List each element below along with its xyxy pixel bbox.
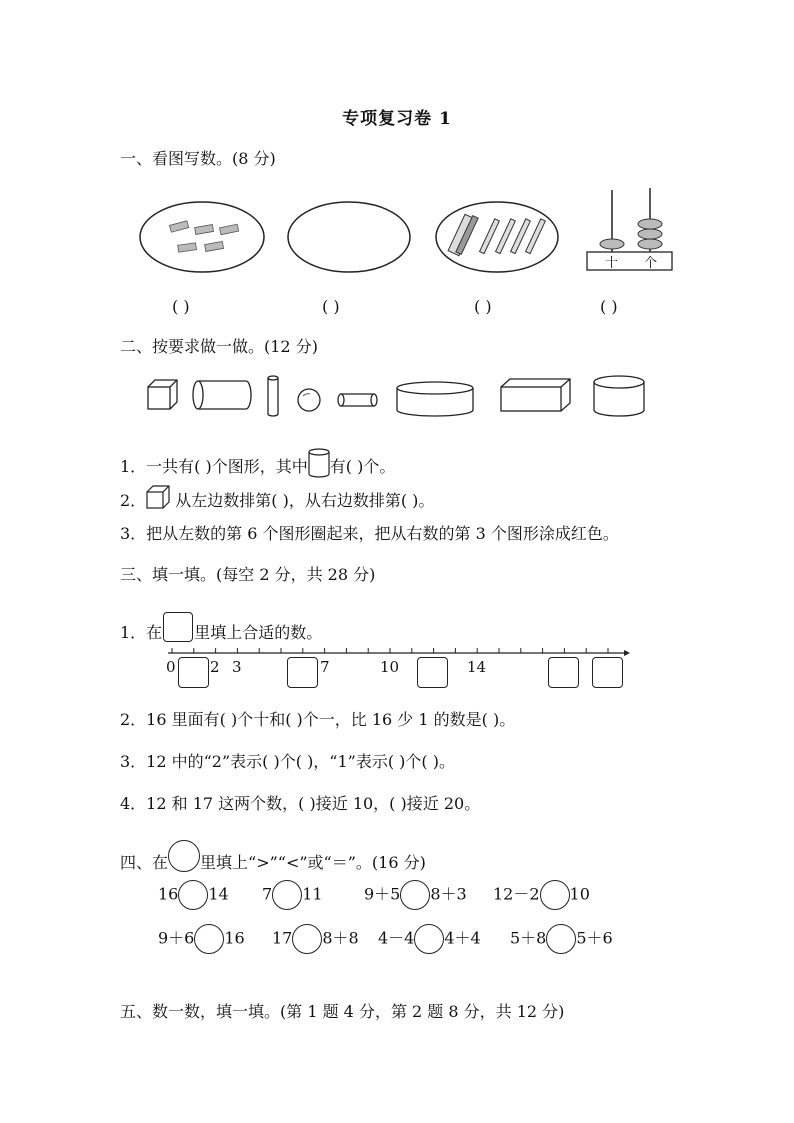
section-2-heading: 二、按要求做一做。(12 分) [120,337,318,356]
compare-item: 12－2 10 [493,880,590,910]
compare-item: 9＋5 8＋3 [364,880,467,910]
shapes-row [0,370,794,420]
cuboid-shape [501,379,570,411]
cube-inline-icon [146,485,170,511]
section-5-heading: 五、数一数，填一填。(第 1 题 4 分，第 2 题 8 分，共 12 分) [120,1002,565,1021]
numberline-label-14: 14 [467,658,487,676]
section-3-question-1: 1．在 里填上合适的数。 [120,612,322,643]
cylinder-flat-wide-shape [397,382,473,416]
section-1-heading: 一、看图写数。(8 分) [120,149,276,168]
number-line [0,640,794,660]
numberline-answer-box[interactable] [287,657,318,688]
numberline-answer-box[interactable] [178,657,209,688]
compare-item: 7 11 [262,880,323,910]
numberline-label-2: 2 [210,658,220,676]
compare-circle-inline-icon [168,840,200,872]
numberline-answer-box[interactable] [548,657,579,688]
numberline-answer-box[interactable] [417,657,448,688]
compare-item: 9＋6 16 [158,924,245,954]
abacus-tens-label: 十 [605,256,619,271]
compare-item: 16 14 [158,880,229,910]
section-2-question-3: 3．把从左数的第 6 个图形圈起来，把从右数的第 3 个图形涂成红色。 [120,524,619,543]
numberline-label-10: 10 [380,658,400,676]
numberline-label-3: 3 [232,658,242,676]
answer-blank-3[interactable]: ( ) [474,297,492,316]
empty-oval-picture [288,202,410,272]
compare-circle[interactable] [400,880,430,910]
oval-bundle-sticks-picture [436,202,558,272]
section-3-heading: 三、填一填。(每空 2 分，共 28 分) [120,565,376,584]
section-3-question-2: 2．16 里面有( )个十和( )个一，比 16 少 1 的数是( )。 [120,710,516,729]
compare-item: 4－4 4＋4 [378,924,481,954]
abacus-ones-label: 个 [644,256,658,271]
cylinder-medium-shape [594,376,644,416]
cylinder-horizontal-shape [193,381,251,409]
page-title: 专项复习卷 1 [342,109,452,129]
sphere-shape [298,389,320,411]
section-2-question-2: 2． 从左边数排第( )，从右边数排第( )。 [120,485,434,511]
numberline-label-7: 7 [320,658,330,676]
oval-sticks-small-picture [140,202,264,272]
answer-blank-4[interactable]: ( ) [600,297,618,316]
cylinder-thin-vertical-shape [268,376,278,416]
section-1-pictures [0,0,794,340]
answer-blank-2[interactable]: ( ) [322,297,340,316]
abacus-picture [587,188,672,270]
compare-item: 17 8＋8 [272,924,359,954]
numberline-label-0: 0 [166,658,176,676]
compare-item: 5＋8 5＋6 [510,924,613,954]
compare-circle[interactable] [178,880,208,910]
compare-circle[interactable] [414,924,444,954]
numberline-answer-box[interactable] [592,657,623,688]
compare-circle[interactable] [292,924,322,954]
section-3-question-4: 4．12 和 17 这两个数，( )接近 10，( )接近 20。 [120,794,481,813]
compare-circle[interactable] [194,924,224,954]
compare-circle[interactable] [272,880,302,910]
section-2-question-1: 1．一共有( )个图形，其中 有( )个。 [120,448,395,478]
section-4-heading: 四、在 里填上“>”“<”或“＝”。(16 分) [120,840,426,873]
answer-box-inline-icon [163,612,193,642]
compare-circle[interactable] [540,880,570,910]
answer-blank-1[interactable]: ( ) [172,297,190,316]
cube-shape-1 [148,380,177,409]
section-3-question-3: 3．12 中的“2”表示( )个( )，“1”表示( )个( )。 [120,752,455,771]
compare-circle[interactable] [546,924,576,954]
cylinder-inline-icon [308,448,330,478]
cylinder-small-horizontal-shape [338,394,377,406]
